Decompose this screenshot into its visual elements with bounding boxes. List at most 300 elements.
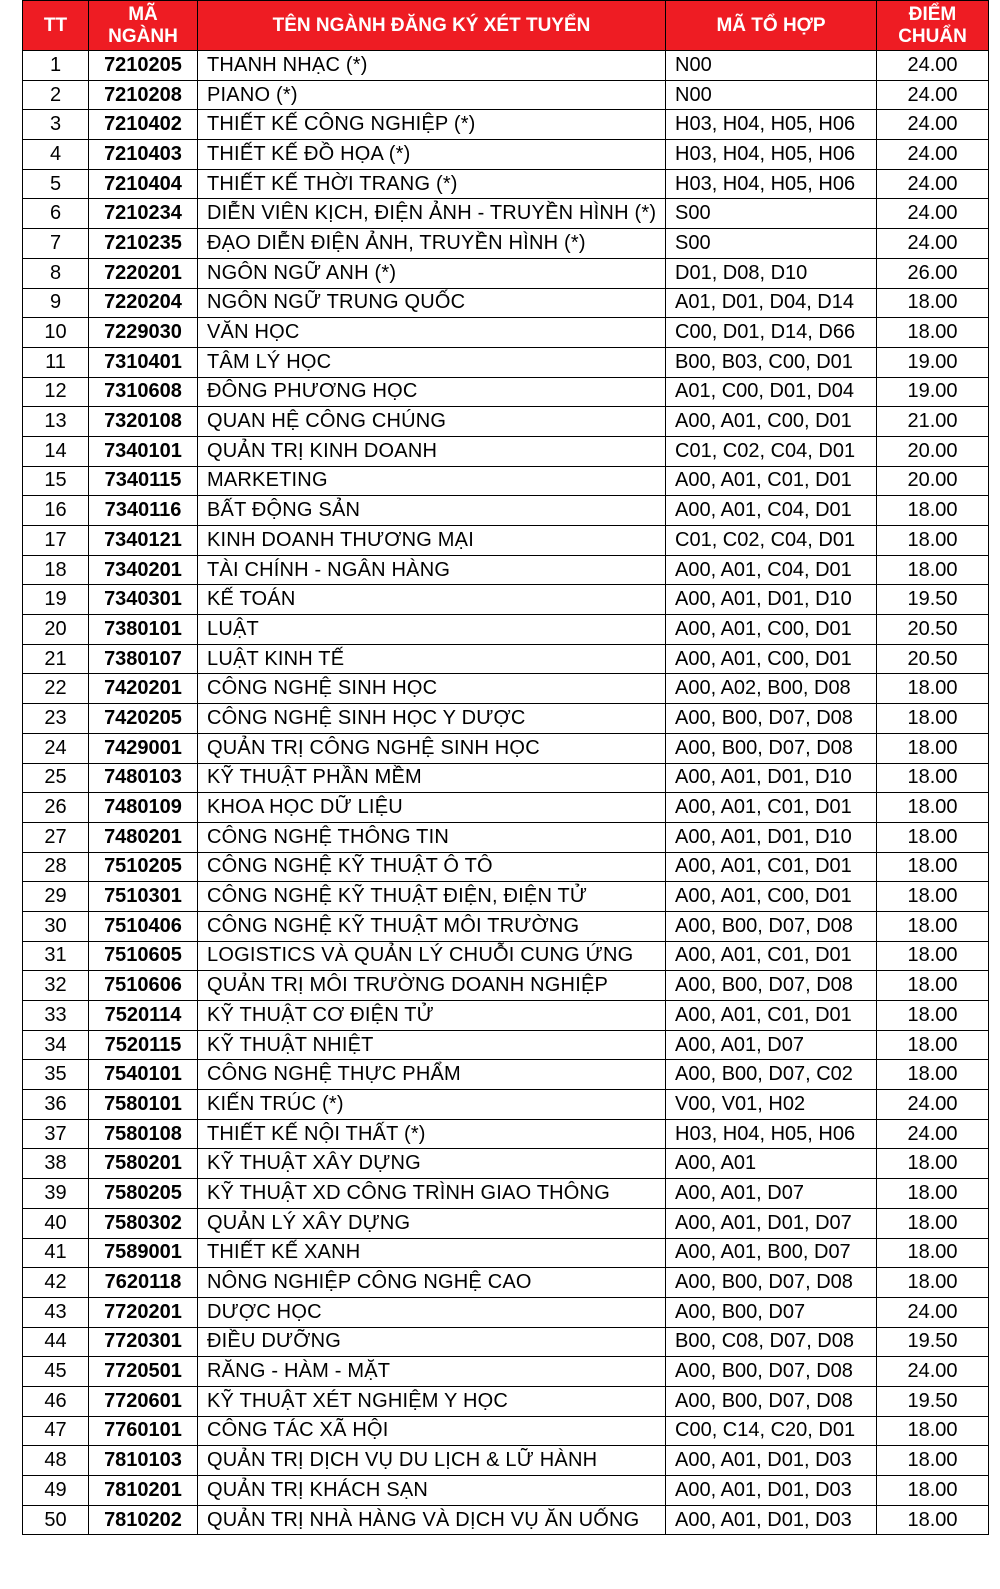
row-number: 39: [23, 1179, 89, 1209]
subject-combination: A00, A01, C01, D01: [666, 1001, 877, 1031]
table-row: [23, 1030, 989, 1060]
major-code: 7510605: [89, 941, 198, 971]
major-name: THIẾT KẾ CÔNG NGHIỆP (*): [198, 110, 666, 140]
major-name: VĂN HỌC: [198, 318, 666, 348]
table-row: [23, 1297, 989, 1327]
row-number: 31: [23, 941, 89, 971]
benchmark-score: 18.00: [877, 526, 989, 556]
subject-combination: V00, V01, H02: [666, 1090, 877, 1120]
table-row: [23, 258, 989, 288]
table-row: [23, 882, 989, 912]
benchmark-score: 18.00: [877, 793, 989, 823]
benchmark-score: 24.00: [877, 199, 989, 229]
benchmark-score: 18.00: [877, 1268, 989, 1298]
major-name: CÔNG TÁC XÃ HỘI: [198, 1416, 666, 1446]
major-name: RĂNG - HÀM - MẶT: [198, 1357, 666, 1387]
benchmark-score: 20.50: [877, 615, 989, 645]
table-row: [23, 347, 989, 377]
row-number: 44: [23, 1327, 89, 1357]
benchmark-score: 18.00: [877, 971, 989, 1001]
table-row: [23, 51, 989, 81]
major-name: LUẬT: [198, 615, 666, 645]
benchmark-score: 18.00: [877, 1030, 989, 1060]
row-number: 41: [23, 1238, 89, 1268]
table-row: [23, 1505, 989, 1535]
benchmark-score: 24.00: [877, 1297, 989, 1327]
row-number: 38: [23, 1149, 89, 1179]
benchmark-score: 20.50: [877, 644, 989, 674]
subject-combination: C00, D01, D14, D66: [666, 318, 877, 348]
major-code: 7380101: [89, 615, 198, 645]
subject-combination: A00, A01, C00, D01: [666, 615, 877, 645]
row-number: 26: [23, 793, 89, 823]
benchmark-score: 19.00: [877, 377, 989, 407]
row-number: 10: [23, 318, 89, 348]
subject-combination: A00, B00, D07, D08: [666, 971, 877, 1001]
subject-combination: A00, A01, C00, D01: [666, 644, 877, 674]
benchmark-score: 18.00: [877, 822, 989, 852]
row-number: 3: [23, 110, 89, 140]
table-row: [23, 733, 989, 763]
major-code: 7520114: [89, 1001, 198, 1031]
row-number: 13: [23, 407, 89, 437]
benchmark-score: 18.00: [877, 1476, 989, 1506]
major-code: 7340101: [89, 436, 198, 466]
row-number: 33: [23, 1001, 89, 1031]
major-name: ĐIỀU DƯỠNG: [198, 1327, 666, 1357]
row-number: 7: [23, 229, 89, 259]
major-code: 7320108: [89, 407, 198, 437]
major-code: 7520115: [89, 1030, 198, 1060]
table-row: [23, 911, 989, 941]
subject-combination: A00, A01, D01, D10: [666, 822, 877, 852]
subject-combination: A00, A01, D01, D07: [666, 1208, 877, 1238]
table-row: [23, 288, 989, 318]
major-code: 7420201: [89, 674, 198, 704]
major-name: KẾ TOÁN: [198, 585, 666, 615]
major-code: 7210205: [89, 51, 198, 81]
subject-combination: A00, B00, D07, D08: [666, 1386, 877, 1416]
table-row: [23, 1060, 989, 1090]
subject-combination: A00, B00, D07, D08: [666, 704, 877, 734]
benchmark-score: 18.00: [877, 1208, 989, 1238]
major-code: 7720501: [89, 1357, 198, 1387]
benchmark-score: 18.00: [877, 941, 989, 971]
major-code: 7510606: [89, 971, 198, 1001]
major-code: 7340121: [89, 526, 198, 556]
subject-combination: A00, A01, D01, D03: [666, 1476, 877, 1506]
major-code: 7580302: [89, 1208, 198, 1238]
major-code: 7380107: [89, 644, 198, 674]
table-row: [23, 1476, 989, 1506]
major-code: 7210208: [89, 80, 198, 110]
benchmark-score: 20.00: [877, 436, 989, 466]
benchmark-score: 18.00: [877, 1179, 989, 1209]
row-number: 19: [23, 585, 89, 615]
major-name: CÔNG NGHỆ SINH HỌC: [198, 674, 666, 704]
subject-combination: A00, A01, D01, D03: [666, 1446, 877, 1476]
benchmark-score: 24.00: [877, 1357, 989, 1387]
subject-combination: A00, B00, D07, D08: [666, 1268, 877, 1298]
benchmark-score: 18.00: [877, 1446, 989, 1476]
subject-combination: C01, C02, C04, D01: [666, 436, 877, 466]
subject-combination: B00, B03, C00, D01: [666, 347, 877, 377]
subject-combination: A00, A01, C00, D01: [666, 882, 877, 912]
major-name: ĐẠO DIỄN ĐIỆN ẢNH, TRUYỀN HÌNH (*): [198, 229, 666, 259]
table-row: [23, 1416, 989, 1446]
major-name: NGÔN NGỮ TRUNG QUỐC: [198, 288, 666, 318]
benchmark-score: 18.00: [877, 1238, 989, 1268]
benchmark-score: 19.00: [877, 347, 989, 377]
table-row: [23, 852, 989, 882]
major-code: 7510205: [89, 852, 198, 882]
row-number: 24: [23, 733, 89, 763]
major-code: 7340115: [89, 466, 198, 496]
header-row: [23, 1, 989, 51]
subject-combination: D01, D08, D10: [666, 258, 877, 288]
row-number: 22: [23, 674, 89, 704]
header-major-code-line2: NGÀNH: [108, 25, 178, 47]
major-name: MARKETING: [198, 466, 666, 496]
major-name: CÔNG NGHỆ KỸ THUẬT MÔI TRƯỜNG: [198, 911, 666, 941]
table-row: [23, 110, 989, 140]
subject-combination: A01, C00, D01, D04: [666, 377, 877, 407]
benchmark-score: 20.00: [877, 466, 989, 496]
benchmark-score: 19.50: [877, 1386, 989, 1416]
subject-combination: A00, A01, C01, D01: [666, 793, 877, 823]
major-name: CÔNG NGHỆ THỰC PHẨM: [198, 1060, 666, 1090]
header-major-code: [89, 1, 198, 51]
major-code: 7720201: [89, 1297, 198, 1327]
major-name: KỸ THUẬT NHIỆT: [198, 1030, 666, 1060]
major-name: THIẾT KẾ XANH: [198, 1238, 666, 1268]
row-number: 46: [23, 1386, 89, 1416]
subject-combination: A00, A02, B00, D08: [666, 674, 877, 704]
major-name: NGÔN NGỮ ANH (*): [198, 258, 666, 288]
table-row: [23, 1238, 989, 1268]
major-code: 7510301: [89, 882, 198, 912]
header-score: [877, 1, 989, 51]
major-code: 7210235: [89, 229, 198, 259]
major-name: PIANO (*): [198, 80, 666, 110]
table-row: [23, 615, 989, 645]
table-body: [23, 51, 989, 1535]
major-code: 7220201: [89, 258, 198, 288]
major-code: 7220204: [89, 288, 198, 318]
table-row: [23, 793, 989, 823]
subject-combination: A00, B00, D07, C02: [666, 1060, 877, 1090]
table-row: [23, 1208, 989, 1238]
row-number: 32: [23, 971, 89, 1001]
row-number: 48: [23, 1446, 89, 1476]
subject-combination: A00, A01, C04, D01: [666, 555, 877, 585]
row-number: 16: [23, 496, 89, 526]
major-name: QUẢN TRỊ KINH DOANH: [198, 436, 666, 466]
major-code: 7420205: [89, 704, 198, 734]
major-name: QUẢN TRỊ DỊCH VỤ DU LỊCH & LỮ HÀNH: [198, 1446, 666, 1476]
table-row: [23, 971, 989, 1001]
benchmark-score: 18.00: [877, 733, 989, 763]
subject-combination: A00, A01, C01, D01: [666, 941, 877, 971]
benchmark-score: 19.50: [877, 1327, 989, 1357]
table-header: [23, 1, 989, 51]
table-row: [23, 169, 989, 199]
row-number: 36: [23, 1090, 89, 1120]
benchmark-score: 19.50: [877, 585, 989, 615]
benchmark-score: 18.00: [877, 1416, 989, 1446]
major-name: THIẾT KẾ ĐỒ HỌA (*): [198, 140, 666, 170]
major-name: ĐÔNG PHƯƠNG HỌC: [198, 377, 666, 407]
header-major-code-line1: MÃ: [128, 3, 158, 25]
header-major-name: TÊN NGÀNH ĐĂNG KÝ XÉT TUYỂN: [198, 1, 666, 51]
row-number: 2: [23, 80, 89, 110]
major-code: 7210234: [89, 199, 198, 229]
table-row: [23, 496, 989, 526]
benchmark-score: 18.00: [877, 763, 989, 793]
major-code: 7580101: [89, 1090, 198, 1120]
subject-combination: A00, A01, C00, D01: [666, 407, 877, 437]
major-code: 7810201: [89, 1476, 198, 1506]
table-row: [23, 1179, 989, 1209]
row-number: 18: [23, 555, 89, 585]
header-score-line1: ĐIỂM: [908, 3, 957, 25]
subject-combination: A00, A01, D01, D10: [666, 585, 877, 615]
table-row: [23, 1386, 989, 1416]
major-name: KỸ THUẬT XÉT NGHIỆM Y HỌC: [198, 1386, 666, 1416]
table-row: [23, 644, 989, 674]
table-row: [23, 199, 989, 229]
major-code: 7210404: [89, 169, 198, 199]
row-number: 9: [23, 288, 89, 318]
subject-combination: A00, A01, B00, D07: [666, 1238, 877, 1268]
benchmark-score: 18.00: [877, 704, 989, 734]
major-code: 7340116: [89, 496, 198, 526]
major-code: 7429001: [89, 733, 198, 763]
subject-combination: C01, C02, C04, D01: [666, 526, 877, 556]
major-name: KHOA HỌC DỮ LIỆU: [198, 793, 666, 823]
subject-combination: H03, H04, H05, H06: [666, 140, 877, 170]
benchmark-score: 24.00: [877, 110, 989, 140]
benchmark-score: 18.00: [877, 1060, 989, 1090]
major-code: 7589001: [89, 1238, 198, 1268]
row-number: 49: [23, 1476, 89, 1506]
row-number: 35: [23, 1060, 89, 1090]
major-name: THIẾT KẾ THỜI TRANG (*): [198, 169, 666, 199]
benchmark-score: 18.00: [877, 288, 989, 318]
major-name: QUAN HỆ CÔNG CHÚNG: [198, 407, 666, 437]
table-row: [23, 1268, 989, 1298]
row-number: 29: [23, 882, 89, 912]
row-number: 27: [23, 822, 89, 852]
major-code: 7760101: [89, 1416, 198, 1446]
row-number: 47: [23, 1416, 89, 1446]
major-name: LOGISTICS VÀ QUẢN LÝ CHUỖI CUNG ỨNG: [198, 941, 666, 971]
table-row: [23, 140, 989, 170]
subject-combination: B00, C08, D07, D08: [666, 1327, 877, 1357]
row-number: 12: [23, 377, 89, 407]
major-name: KINH DOANH THƯƠNG MẠI: [198, 526, 666, 556]
major-code: 7720301: [89, 1327, 198, 1357]
major-name: TÀI CHÍNH - NGÂN HÀNG: [198, 555, 666, 585]
subject-combination: A00, B00, D07: [666, 1297, 877, 1327]
major-name: QUẢN TRỊ CÔNG NGHỆ SINH HỌC: [198, 733, 666, 763]
row-number: 25: [23, 763, 89, 793]
major-code: 7210403: [89, 140, 198, 170]
subject-combination: A00, A01, C01, D01: [666, 466, 877, 496]
major-code: 7340201: [89, 555, 198, 585]
admission-scores-table: [22, 0, 989, 1535]
benchmark-score: 18.00: [877, 911, 989, 941]
table-row: [23, 763, 989, 793]
benchmark-score: 24.00: [877, 1090, 989, 1120]
subject-combination: A00, A01, D07: [666, 1179, 877, 1209]
row-number: 6: [23, 199, 89, 229]
major-name: QUẢN TRỊ NHÀ HÀNG VÀ DỊCH VỤ ĂN UỐNG: [198, 1505, 666, 1535]
table-row: [23, 466, 989, 496]
header-score-line2: CHUẨN: [898, 25, 967, 47]
benchmark-score: 18.00: [877, 1505, 989, 1535]
table-row: [23, 407, 989, 437]
table-row: [23, 1090, 989, 1120]
major-code: 7310401: [89, 347, 198, 377]
table-row: [23, 585, 989, 615]
major-code: 7810202: [89, 1505, 198, 1535]
subject-combination: S00: [666, 199, 877, 229]
table-row: [23, 1001, 989, 1031]
subject-combination: S00: [666, 229, 877, 259]
major-code: 7720601: [89, 1386, 198, 1416]
row-number: 28: [23, 852, 89, 882]
header-combination: MÃ TỔ HỢP: [666, 1, 877, 51]
benchmark-score: 24.00: [877, 169, 989, 199]
table-row: [23, 526, 989, 556]
table-row: [23, 555, 989, 585]
major-name: QUẢN LÝ XÂY DỰNG: [198, 1208, 666, 1238]
header-tt: TT: [23, 1, 89, 51]
row-number: 11: [23, 347, 89, 377]
major-code: 7310608: [89, 377, 198, 407]
benchmark-score: 18.00: [877, 318, 989, 348]
major-name: LUẬT KINH TẾ: [198, 644, 666, 674]
major-code: 7810103: [89, 1446, 198, 1476]
major-code: 7480103: [89, 763, 198, 793]
benchmark-score: 18.00: [877, 882, 989, 912]
subject-combination: A00, A01, D07: [666, 1030, 877, 1060]
major-code: 7229030: [89, 318, 198, 348]
benchmark-score: 24.00: [877, 80, 989, 110]
row-number: 17: [23, 526, 89, 556]
row-number: 23: [23, 704, 89, 734]
table-row: [23, 436, 989, 466]
subject-combination: H03, H04, H05, H06: [666, 1119, 877, 1149]
major-name: NÔNG NGHIỆP CÔNG NGHỆ CAO: [198, 1268, 666, 1298]
subject-combination: A00, A01: [666, 1149, 877, 1179]
benchmark-score: 26.00: [877, 258, 989, 288]
subject-combination: A00, B00, D07, D08: [666, 911, 877, 941]
row-number: 15: [23, 466, 89, 496]
benchmark-score: 18.00: [877, 555, 989, 585]
subject-combination: H03, H04, H05, H06: [666, 110, 877, 140]
row-number: 43: [23, 1297, 89, 1327]
table-row: [23, 1446, 989, 1476]
table-row: [23, 80, 989, 110]
table-row: [23, 229, 989, 259]
table-row: [23, 318, 989, 348]
major-name: KỸ THUẬT XÂY DỰNG: [198, 1149, 666, 1179]
table-row: [23, 1327, 989, 1357]
table-row: [23, 822, 989, 852]
major-name: BẤT ĐỘNG SẢN: [198, 496, 666, 526]
table-row: [23, 704, 989, 734]
subject-combination: A00, A01, C04, D01: [666, 496, 877, 526]
row-number: 1: [23, 51, 89, 81]
major-name: CÔNG NGHỆ SINH HỌC Y DƯỢC: [198, 704, 666, 734]
major-name: DƯỢC HỌC: [198, 1297, 666, 1327]
major-code: 7210402: [89, 110, 198, 140]
major-name: KỸ THUẬT PHẦN MỀM: [198, 763, 666, 793]
benchmark-score: 24.00: [877, 1119, 989, 1149]
major-code: 7580108: [89, 1119, 198, 1149]
row-number: 21: [23, 644, 89, 674]
row-number: 30: [23, 911, 89, 941]
major-code: 7620118: [89, 1268, 198, 1298]
major-name: TÂM LÝ HỌC: [198, 347, 666, 377]
row-number: 14: [23, 436, 89, 466]
major-code: 7580201: [89, 1149, 198, 1179]
major-code: 7540101: [89, 1060, 198, 1090]
subject-combination: C00, C14, C20, D01: [666, 1416, 877, 1446]
subject-combination: N00: [666, 51, 877, 81]
row-number: 40: [23, 1208, 89, 1238]
major-name: KIẾN TRÚC (*): [198, 1090, 666, 1120]
major-name: KỸ THUẬT CƠ ĐIỆN TỬ: [198, 1001, 666, 1031]
subject-combination: N00: [666, 80, 877, 110]
table-row: [23, 674, 989, 704]
row-number: 45: [23, 1357, 89, 1387]
major-name: CÔNG NGHỆ THÔNG TIN: [198, 822, 666, 852]
row-number: 5: [23, 169, 89, 199]
subject-combination: A00, A01, D01, D03: [666, 1505, 877, 1535]
major-code: 7480109: [89, 793, 198, 823]
row-number: 4: [23, 140, 89, 170]
benchmark-score: 24.00: [877, 229, 989, 259]
subject-combination: A00, B00, D07, D08: [666, 733, 877, 763]
row-number: 20: [23, 615, 89, 645]
subject-combination: A00, B00, D07, D08: [666, 1357, 877, 1387]
subject-combination: A00, A01, C01, D01: [666, 852, 877, 882]
major-name: CÔNG NGHỆ KỸ THUẬT ĐIỆN, ĐIỆN TỬ: [198, 882, 666, 912]
major-name: CÔNG NGHỆ KỸ THUẬT Ô TÔ: [198, 852, 666, 882]
major-name: DIỄN VIÊN KỊCH, ĐIỆN ẢNH - TRUYỀN HÌNH (*): [198, 199, 666, 229]
table-row: [23, 1357, 989, 1387]
major-code: 7580205: [89, 1179, 198, 1209]
benchmark-score: 18.00: [877, 496, 989, 526]
subject-combination: H03, H04, H05, H06: [666, 169, 877, 199]
major-code: 7340301: [89, 585, 198, 615]
benchmark-score: 18.00: [877, 674, 989, 704]
row-number: 37: [23, 1119, 89, 1149]
major-name: QUẢN TRỊ KHÁCH SẠN: [198, 1476, 666, 1506]
major-name: THANH NHẠC (*): [198, 51, 666, 81]
major-name: THIẾT KẾ NỘI THẤT (*): [198, 1119, 666, 1149]
table-row: [23, 941, 989, 971]
benchmark-score: 18.00: [877, 1149, 989, 1179]
table-row: [23, 1149, 989, 1179]
major-code: 7510406: [89, 911, 198, 941]
row-number: 50: [23, 1505, 89, 1535]
benchmark-score: 18.00: [877, 852, 989, 882]
row-number: 42: [23, 1268, 89, 1298]
